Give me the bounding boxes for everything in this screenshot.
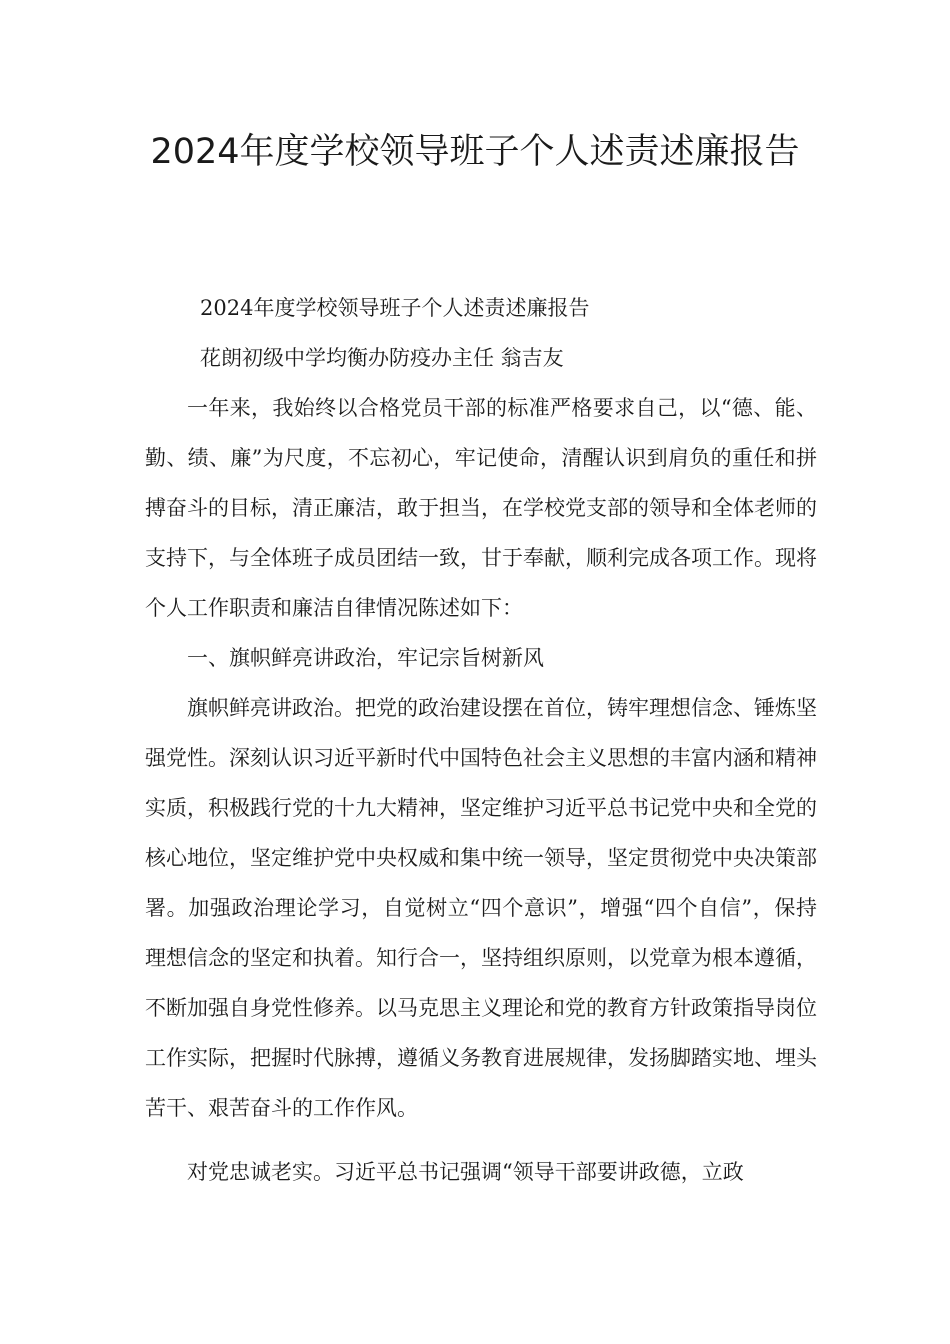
document-subtitle: 2024年度学校领导班子个人述责述廉报告 bbox=[200, 296, 590, 320]
paragraph-loyalty: 对党忠诚老实。习近平总书记强调“领导干部要讲政德，立政 bbox=[187, 1160, 744, 1184]
paragraph-politics: 旗帜鲜亮讲政治。把党的政治建设摆在首位，铸牢理想信念、锤炼坚强党性。深刻认识习近平新时代中国特色社会主义思想的丰富内涵和精神实质，积极践行党的十九大精神，坚定维护习近平总书记党中央和全党的核心地位，坚定维护党中央权威和集中统一领导，坚定贯彻党中央决策部署。加强政治理论学习，自觉树立“四个意识”，增强“四个自信”，保持理想信念的坚定和执着。知行合一，坚持组织原则，以党章为根本遵循，不断加强自身党性修养。以马克思主义理论和党的教育方针政策指导岗位工作实际，把握时代脉搏，遵循义务教育进展规律，发扬脚踏实地、埋头苦干、艰苦奋斗的工作作风。 bbox=[145, 696, 817, 1120]
section-heading-1: 一、旗帜鲜亮讲政治，牢记宗旨树新风 bbox=[187, 646, 544, 670]
paragraph-intro: 一年来，我始终以合格党员干部的标准严格要求自己，以“德、能、勤、绩、廉”为尺度，不忘初心，牢记使命，清醒认识到肩负的重任和拼搏奋斗的目标，清正廉洁，敢于担当，在学校党支部的领导和全体老师的支持下，与全体班子成员团结一致，甘于奉献，顺利完成各项工作。现将个人工作职责和廉洁自律情况陈述如下： bbox=[145, 396, 817, 620]
author-line: 花朗初级中学均衡办防疫办主任 翁吉友 bbox=[200, 346, 564, 370]
document-title: 2024年度学校领导班子个人述责述廉报告 bbox=[150, 132, 800, 172]
document-body bbox=[145, 283, 817, 1197]
